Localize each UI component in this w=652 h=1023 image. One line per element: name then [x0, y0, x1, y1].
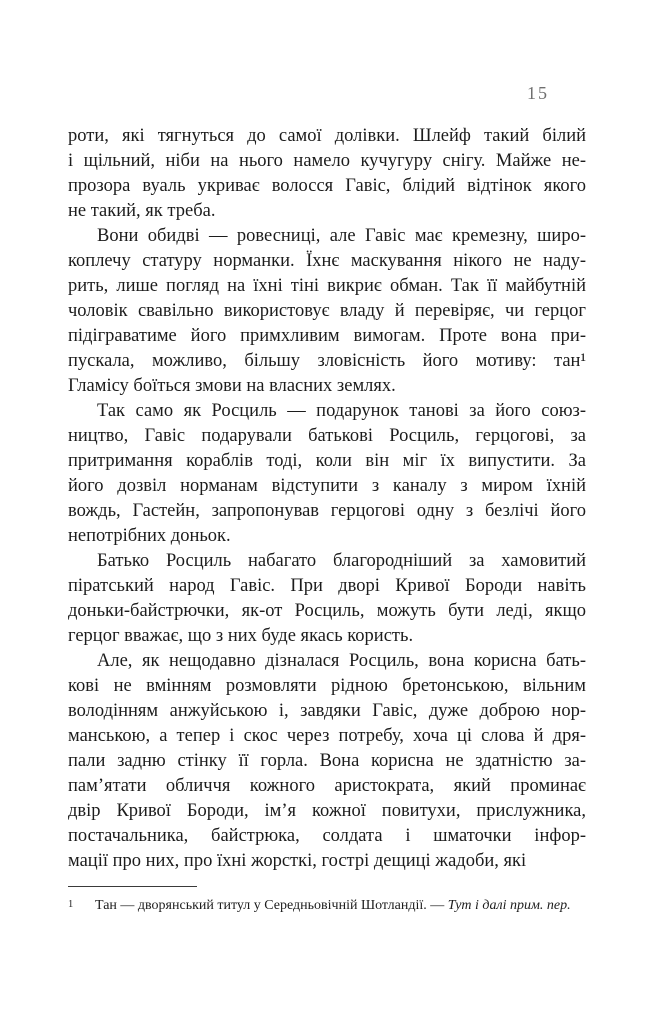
footnote-rule: [68, 886, 197, 887]
footnote: [68, 886, 586, 915]
footnote-text: [95, 897, 586, 915]
text-line: рить, лише погляд на їхні тіні викриє обман. Так її майбутній: [68, 276, 586, 296]
text-line: роти, які тягнуться до самої долівки. Шлейф такий білий: [68, 126, 586, 146]
footnote-text-italic: Тут і далі прим. пер.: [447, 898, 571, 913]
page-number: 15: [527, 83, 549, 103]
text-line: володінням анжуйською і, завдяки Гавіс, дуже доброю нор-: [68, 701, 586, 721]
text-line: притримання кораблів тоді, коли він міг їх випустити. За: [68, 451, 586, 471]
footnote-text-regular: Тан — дворянський титул у Середньовічній Шотландії. —: [95, 898, 448, 913]
text-line: Вони обидві — ровесниці, але Гавіс має кремезну, широ-: [97, 226, 586, 246]
text-line: Так само як Росциль — подарунок танові за його союз-: [97, 401, 586, 421]
text-line: чоловік свавільно використовує владу й перевіряє, чи герцог: [68, 301, 586, 321]
text-line: герцог вважає, що з них буде якась користь.: [68, 626, 414, 646]
text-line: кові не вмінням розмовляти рідною бретонською, вільним: [68, 676, 586, 696]
text-line: доньки-байстрючки, як-от Росциль, можуть бути леді, якщо: [68, 601, 586, 621]
text-line: і щільний, ніби на нього намело кучугуру снігу. Майже не-: [68, 151, 586, 171]
text-line: його дозвіл норманам відступити з каналу з миром їхній: [68, 476, 586, 496]
footnote-marker: 1: [68, 899, 74, 910]
text-line: ництво, Гавіс подарували батькові Росциль, герцогові, за: [68, 426, 586, 446]
footnote-line: [68, 897, 586, 915]
text-block: [68, 124, 586, 874]
text-line: підіграватиме його примхливим вимогам. Проте вона при-: [68, 326, 586, 346]
text-line: пали задню стінку її горла. Вона корисна не здатністю за-: [68, 751, 586, 771]
text-line: двір Кривої Бороди, ім’я кожної повитухи, прислужника,: [68, 801, 586, 821]
text-line: піратський народ Гавіс. При дворі Кривої Бороди навіть: [68, 576, 586, 596]
text-line: не такий, як треба.: [68, 201, 216, 221]
text-line: Але, як нещодавно дізналася Росциль, вона корисна бать-: [97, 651, 586, 671]
text-line: пам’ятати обличчя кожного аристократа, який проминає: [68, 776, 586, 796]
text-line: мації про них, про їхні жорсткі, гострі дещиці жадоби, які: [68, 851, 527, 871]
text-line: постачальника, байстрюка, солдата і шматочки інфор-: [68, 826, 586, 846]
text-line: Батько Росциль набагато благородніший за хамовитий: [97, 551, 586, 571]
text-line: прозора вуаль укриває волосся Гавіс, блідий відтінок якого: [68, 176, 586, 196]
text-line: коплечу статуру норманки. Їхнє маскування нікого не наду-: [68, 251, 586, 271]
text-line: Гламісу боїться змови на власних землях.: [68, 376, 396, 396]
text-line: манською, а тепер і скос через потребу, хоча ці слова й дря-: [68, 726, 586, 746]
text-line: пускала, можливо, більшу зловісність його мотиву: тан¹: [68, 351, 586, 371]
text-line: непотрібних доньок.: [68, 526, 231, 546]
text-line: вождь, Гастейн, запропонував герцогові одну з безлічі його: [68, 501, 586, 521]
